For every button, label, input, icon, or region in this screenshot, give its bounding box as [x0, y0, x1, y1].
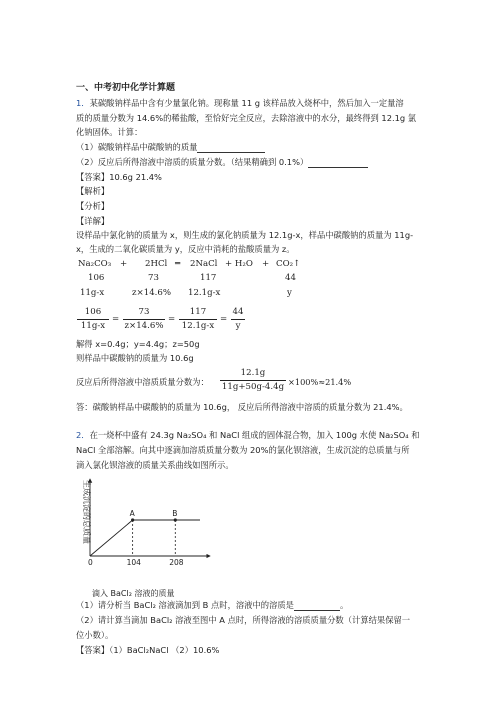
q1-stem-text1: 某碳酸钠样品中含有少量氯化钠。现称量 11 g 该样品放入烧杯中，然后加入一定量溶: [89, 98, 404, 108]
eq-plus3: +: [262, 259, 270, 269]
q1-xiangjie: 【详解】: [76, 216, 110, 226]
chart-marks: [88, 509, 200, 567]
q2-sub2-cont: 位小数）。: [76, 630, 114, 640]
q2-sub1-blank: [294, 601, 340, 611]
eq-plus1: +: [120, 259, 128, 269]
eq-mass-co2: y: [287, 288, 292, 298]
eq-nacl: 2NaCl: [190, 259, 218, 269]
ratio-n1: 106: [84, 307, 102, 317]
q2-stem-line3: 滴入氯化钡溶液的质量关系曲线如图所示。: [76, 460, 234, 470]
ratio-eq2: =: [168, 314, 176, 324]
ratio-line2: [123, 319, 165, 320]
ratio-n2: 73: [138, 307, 150, 317]
x-tick-label-208: 208: [169, 558, 184, 567]
ratio-line1: [77, 319, 109, 320]
point-label-b: B: [172, 509, 178, 518]
q1-na2co3-mass: 则样品中碳酸钠的质量为 10.6g: [76, 353, 194, 363]
ratio-d1: 11g-x: [80, 321, 106, 331]
q1-fenxi: 【分析】: [76, 201, 110, 211]
eq-mass-nacl: 12.1g-x: [188, 288, 221, 298]
precipitate-chart: [74, 476, 214, 584]
q1-detail-line2: x，生成的二氧化碳质量为 y，反应中消耗的盐酸质量为 z。: [76, 244, 295, 254]
origin-label: 0: [88, 558, 93, 567]
section-title: 一、中考初中化学计算题: [76, 83, 176, 93]
q2-sub2: （2）请计算当滴加 BaCl₂ 溶液至图中 A 点时，所得溶液的溶质质量分数（计算结果保留一: [76, 615, 411, 625]
y-axis-label: 生成沉淀的总质量: [82, 480, 91, 544]
ratio-n3: 117: [189, 307, 207, 317]
ratio-eq1: =: [112, 314, 120, 324]
eq-co2: CO₂↑: [276, 259, 301, 269]
eq-mw-co2: 44: [285, 273, 296, 283]
q1-sub1: [76, 142, 265, 153]
ratio-d2: z×14.6%: [124, 321, 164, 331]
q1-sub1-blank: [197, 143, 265, 153]
frac-prefix: 反应后所得溶液中溶质质量分数为：: [76, 377, 209, 387]
ratio-d4: y: [235, 321, 241, 331]
q1-stem-line2: 质的质量分数为 14.6%的稀盐酸，至恰好完全反应，去除溶液中的水分，最终得到 12.1g 氯: [76, 113, 417, 123]
eq-na2co3: Na₂CO₃: [78, 259, 112, 269]
q2-sub1: [76, 600, 348, 611]
point-b: [174, 518, 177, 521]
eq-mass-hcl: z×14.6%: [132, 288, 172, 298]
series-line: [90, 520, 200, 556]
ratio-line3: [179, 319, 217, 320]
eq-mw-nacl: 117: [200, 273, 217, 283]
q1-jiexi: 【解析】: [76, 186, 110, 196]
frac-numerator: 12.1g: [240, 368, 266, 378]
point-label-a: A: [129, 509, 135, 518]
ratio-d3: 12.1g-x: [181, 321, 215, 331]
q1-stem-line3: 化钠固体。计算：: [76, 127, 143, 137]
ratio-line4: [231, 319, 245, 320]
q1-number: 1．: [76, 98, 90, 108]
q1-sub2-text: （2）反应后所得溶液中溶质的质量分数。（结果精确到 0.1%）: [76, 157, 309, 167]
eq-h2o: + H₂O: [225, 259, 253, 269]
eq-mass-na2co3: 11g-x: [80, 288, 105, 298]
q1-stem-line1: [76, 98, 404, 109]
q2-sub1-text: （1）请分析当 BaCl₂ 溶液滴加到 B 点时，溶液中的溶质是: [76, 600, 294, 610]
q2-stem-line2: NaCl 全部溶解。向其中逐滴加溶质质量分数为 20%的氯化钡溶液，生成沉淀的总质量与所: [76, 445, 410, 455]
q1-sub2-blank: [308, 158, 368, 168]
q1-sub1-text: （1）碳酸钠样品中碳酸钠的质量: [76, 142, 198, 152]
eq-sign: ═: [175, 259, 181, 269]
q1-answer: 【答案】10.6g 21.4%: [76, 172, 162, 182]
x-axis-label: 滴入 BaCl₂ 溶液的质量: [92, 589, 175, 598]
frac-denominator: 11g+50g-4.4g: [221, 382, 285, 392]
q2-sub1-end: 。: [339, 600, 349, 610]
eq-mw-hcl: 73: [148, 273, 159, 283]
q1-detail-line1: 设样品中氯化钠的质量为 x，则生成的氯化钠质量为 12.1g-x，样品中碳酸钠的质量为 11g-: [76, 230, 414, 240]
q2-stem-line1: [76, 430, 420, 441]
ratio-n4: 44: [232, 307, 244, 317]
q2-stem-text1: 在一烧杯中盛有 24.3g Na₂SO₄ 和 NaCl 组成的固体混合物，加入 100g 水使 Na₂SO₄ 和: [89, 430, 420, 440]
ratio-eq3: =: [220, 314, 228, 324]
frac-suffix: ×100%≈21.4%: [288, 377, 352, 387]
eq-mw-na2co3: 106: [88, 273, 105, 283]
q1-sub2: [76, 157, 368, 168]
eq-hcl: 2HCl: [145, 259, 168, 269]
q1-solve: 解得 x=0.4g；y=4.4g；z=50g: [76, 339, 200, 349]
frac-line: [220, 380, 286, 381]
q1-final-answer: 答：碳酸钠样品中碳酸钠的质量为 10.6g， 反应后所得溶液中溶质的质量分数为 21.4%。: [76, 402, 408, 412]
q2-answer: 【答案】（1）BaCl₂NaCl （2）10.6%: [76, 645, 220, 655]
x-tick-label-104: 104: [126, 558, 141, 567]
q2-number: 2．: [76, 430, 90, 440]
point-a: [131, 518, 134, 521]
